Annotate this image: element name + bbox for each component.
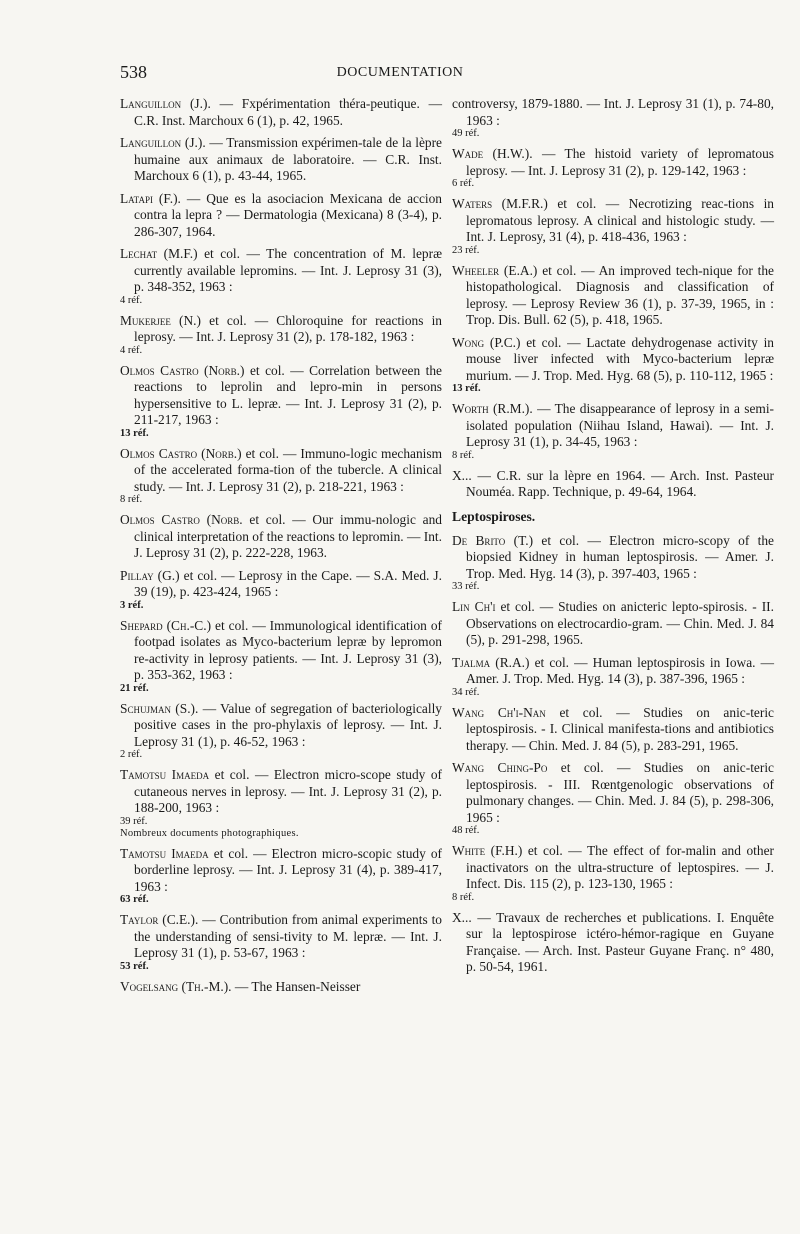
entry-author: Wong (P.C.) xyxy=(452,334,521,350)
entry-reference-count: 8 réf. xyxy=(120,494,143,505)
entry-reference-count: 4 réf. xyxy=(120,294,143,306)
bibliography-entry xyxy=(452,335,774,396)
entry-author: Schujman (S.). xyxy=(120,700,199,716)
entry-reference-count: 53 réf. xyxy=(120,960,149,972)
entry-author: Latapi (F.). xyxy=(120,190,181,206)
bibliography-entry xyxy=(120,135,442,185)
entry-citation: et col. — Lactate dehydrogenase activity in mouse liver infected with Myco-bacterium lepræ murium. — J. Trop. Med. Hyg. 68 (5), p. 110-112, 1965 : xyxy=(466,334,774,383)
bibliography-entry xyxy=(120,618,442,695)
bibliography-entry xyxy=(452,263,774,329)
bibliography-entry xyxy=(120,846,442,907)
entry-author: Tamotsu Imaeda xyxy=(120,845,209,861)
entry-author: Worth (R.M.). xyxy=(452,401,533,416)
entry-author: Wang Ch'i-Nan xyxy=(452,704,546,720)
bibliography-entry xyxy=(452,146,774,190)
entry-citation: et col. — Correlation between the reactions to leprolin and lepro-min in persons hypersensitive to L. lepræ. — Int. J. Leprosy 31 (2), p. 211-217, 1963 : xyxy=(134,362,442,427)
entry-citation: — Value of segregation of bacteriologically positive cases in the pro-phylaxis of leprosy. — Int. J. Leprosy 31 (1), p. 46-52, 1963 : xyxy=(134,700,442,749)
section-entries xyxy=(452,533,774,976)
entry-reference-count: 3 réf. xyxy=(120,599,144,611)
bibliography-entry xyxy=(452,910,774,976)
entry-reference-count: 8 réf. xyxy=(452,449,475,461)
entry-author: X... xyxy=(452,909,472,925)
entry-author: De Brito (T.) xyxy=(452,532,534,548)
bibliography-entry xyxy=(120,912,442,973)
entry-author: Tjalma (R.A.) xyxy=(452,654,530,670)
entry-citation: — Transmission expérimen-tale de la lèpre humaine aux animaux de laboratoire. — C.R. Inst. Marchoux 6 (1), p. 43-44, 1965. xyxy=(134,135,442,183)
entry-author: Vogelsang (Th.-M.). xyxy=(120,978,232,994)
entry-author: Lin Ch'i xyxy=(452,599,496,614)
right-column-entries xyxy=(452,96,774,501)
left-column xyxy=(120,96,442,1001)
entry-reference-count: 63 réf. xyxy=(120,894,149,905)
entry-citation: — Travaux de recherches et publications. I. Enquête sur la leptospirose ictéro-hémor-ragique en Guyane Française. — Arch. Inst. Pasteur Guyane Franç. n° 480, p. 50-54, 1961. xyxy=(466,909,774,974)
entry-reference-count: 21 réf. xyxy=(120,682,149,694)
entry-author: X... xyxy=(452,467,472,483)
bibliography-entry xyxy=(120,446,442,507)
entry-citation: controversy, 1879-1880. — Int. J. Leprosy 31 (1), p. 74-80, 1963 : xyxy=(452,96,774,128)
entry-citation: et col. — Chloroquine for reactions in leprosy. — Int. J. Leprosy 31 (2), p. 178-182, 1963 : xyxy=(134,312,442,344)
entry-citation: et col. — Human leptospirosis in Iowa. — Amer. J. Trop. Med. Hyg. 14 (3), p. 387-396, 1965 : xyxy=(466,654,774,686)
entry-citation: et col. — The effect of for-malin and other inactivators on the ultra-structure of leptospires. — J. Infect. Dis. 115 (2), p. 123-130, 1965 : xyxy=(466,843,774,891)
entry-author: Lechat (M.F.) xyxy=(120,246,198,261)
entry-citation: et col. — The concentration of M. lepræ currently available lepromins. — Int. J. Leprosy 31 (3), p. 348-352, 1963 : xyxy=(134,246,443,294)
entry-reference-count: 13 réf. xyxy=(452,383,481,394)
entry-author: Wang Ching-Po xyxy=(452,760,548,775)
bibliography-entry xyxy=(120,767,442,840)
entry-citation: et col. — Electron micro-scopy of the biopsied Kidney in human leptospirosis. — Amer. J. Trop. Med. Hyg. 14 (3), p. 397-403, 1965 : xyxy=(466,532,774,581)
entry-citation: — The disappearance of leprosy in a semi-isolated population (Niihau Island, Hawai). — Int. J. Leprosy 31 (1), p. 34-45, 1963 : xyxy=(466,401,774,449)
entry-author: Taylor (C.E.). xyxy=(120,912,199,927)
bibliography-entry xyxy=(120,363,442,440)
entry-reference-count: 33 réf. xyxy=(452,581,480,592)
bibliography-entry xyxy=(120,96,442,129)
entry-author: Shepard (Ch.-C.) xyxy=(120,617,212,633)
entry-citation: et col. — Leprosy in the Cape. — S.A. Med. J. 39 (19), p. 423-424, 1965 : xyxy=(134,567,442,599)
entry-citation: et col. — Our immu-nologic and clinical interpretation of the reactions to lepromin. — Int. J. Leprosy 31 (2), p. 222-228, 1963. xyxy=(134,512,442,560)
entry-reference-count: 6 réf. xyxy=(452,178,475,189)
entry-author: Olmos Castro (Norb.) xyxy=(120,445,242,461)
entry-author: Languillon (J.). xyxy=(120,96,211,111)
entry-citation: et col. — Studies on anic-teric leptospirosis. - I. Clinical manifesta-tions and antibiotics therapy. — Chin. Med. J. 84 (5), p. 283-291, 1965. xyxy=(466,704,774,753)
entry-citation: et col. — Electron micro-scopic study of borderline leprosy. — Int. J. Leprosy 31 (4), p. 389-417, 1963 : xyxy=(134,845,442,894)
page-number: 538 xyxy=(120,62,147,82)
section-title: Leptospiroses. xyxy=(452,508,536,524)
entry-citation: — Que es la asociacion Mexicana de accion contra la lepra ? — Dermatologia (Mexicana) 8 (3-4), p. 286-307, 1964. xyxy=(134,190,443,239)
entry-citation: et col. — An improved tech-nique for the histopathological. Diagnosis and classification of leprosy. — Leprosy Review 36 (1), p. 37-39, 1965, in : Trop. Dis. Bull. 62 (5), p. 418, 1965. xyxy=(466,262,774,327)
entry-author: Languillon (J.). xyxy=(120,135,206,150)
bibliography-entry xyxy=(120,313,442,357)
entry-author: Wheeler (E.A.) xyxy=(452,262,538,278)
entry-citation: et col. — Immuno-logic mechanism of the accelerated forma-tion of the tubercle. A clinical study. — Int. J. Leprosy 31 (2), p. 218-221, 1963 : xyxy=(134,445,443,494)
right-column xyxy=(452,96,774,982)
entry-author: Waters (M.F.R.) xyxy=(452,196,548,211)
bibliography-entry xyxy=(120,701,442,762)
bibliography-entry xyxy=(452,843,774,904)
bibliography-entry xyxy=(452,96,774,140)
bibliography-entry xyxy=(452,468,774,501)
entry-reference-count: 48 réf. xyxy=(452,825,480,836)
entry-citation: et col. — Studies on anic-teric leptospirosis. - III. Rœntgenologic observations of pulmonary changes. — Chin. Med. J. 84 (5), p. 298-306, 1965 : xyxy=(466,760,774,825)
bibliography-entry xyxy=(120,246,442,307)
entry-citation: — Contribution from animal experiments to the understanding of sensi-tivity to M. lepræ. — Int. J. Leprosy 31 (1), p. 53-67, 1963 : xyxy=(134,912,442,960)
entry-reference-count: 23 réf. xyxy=(452,244,480,256)
entry-reference-count: 34 réf. xyxy=(452,686,480,698)
entry-reference-count: 4 réf. xyxy=(120,344,143,356)
page-header xyxy=(0,62,800,88)
bibliography-entry xyxy=(452,760,774,837)
bibliography-entry xyxy=(452,655,774,699)
entry-citation: et col. — Electron micro-scope study of cutaneous nerves in leprosy. — Int. J. Leprosy 31 (2), p. 188-200, 1963 : xyxy=(134,767,443,815)
entry-author: Tamotsu Imaeda xyxy=(120,767,210,782)
entry-author: Olmos Castro (Norb. xyxy=(120,512,243,527)
entry-author: Mukerjee (N.) xyxy=(120,312,201,328)
entry-note: Nombreux documents photographiques. xyxy=(120,827,299,839)
entry-author: White (F.H.) xyxy=(452,843,523,858)
entry-author: Wade (H.W.). xyxy=(452,146,533,161)
entry-citation: et col. — Studies on anicteric lepto-spirosis. - II. Observations on electrocardio-gram. — Chin. Med. J. 84 (5), p. 291-298, 1965. xyxy=(466,599,774,647)
entry-reference-count: 49 réf. xyxy=(452,128,480,139)
entry-author: Pillay (G.) xyxy=(120,567,180,583)
entry-citation: et col. — Necrotizing reac-tions in lepromatous leprosy. A clinical and histologic study. — Int. J. Leprosy, 31 (4), p. 418-436, 1963 : xyxy=(466,196,774,244)
bibliography-entry xyxy=(452,401,774,462)
bibliography-entry xyxy=(452,196,774,257)
entry-citation: — The Hansen-Neisser xyxy=(231,978,361,994)
bibliography-entry xyxy=(120,568,442,612)
bibliography-entry xyxy=(120,191,442,241)
entry-reference-count: 39 réf. xyxy=(120,815,148,827)
bibliography-entry xyxy=(452,599,774,649)
entry-citation: — Fxpérimentation théra-peutique. — C.R. Inst. Marchoux 6 (1), p. 42, 1965. xyxy=(134,96,442,128)
bibliography-entry xyxy=(120,979,442,996)
entry-citation: — C.R. sur la lèpre en 1964. — Arch. Inst. Pasteur Nouméa. Rapp. Technique, p. 49-64, 1964. xyxy=(466,467,774,499)
entry-reference-count: 8 réf. xyxy=(452,891,475,903)
entry-citation: — The histoid variety of lepromatous leprosy. — Int. J. Leprosy 31 (2), p. 129-142, 1963 : xyxy=(466,146,774,178)
running-head: DOCUMENTATION xyxy=(336,65,464,80)
entry-reference-count: 13 réf. xyxy=(120,427,149,439)
bibliography-entry xyxy=(120,512,442,562)
entry-reference-count: 2 réf. xyxy=(120,749,143,760)
entry-citation: et col. — Immunological identification of footpad isolates as Myco-bacterium lepræ by lepromon re-activity in leprosy patients. — Int. J. Leprosy 31 (3), p. 353-362, 1963 : xyxy=(134,617,442,682)
bibliography-entry xyxy=(452,705,774,755)
entry-author: Olmos Castro (Norb.) xyxy=(120,362,245,378)
bibliography-entry xyxy=(452,533,774,594)
